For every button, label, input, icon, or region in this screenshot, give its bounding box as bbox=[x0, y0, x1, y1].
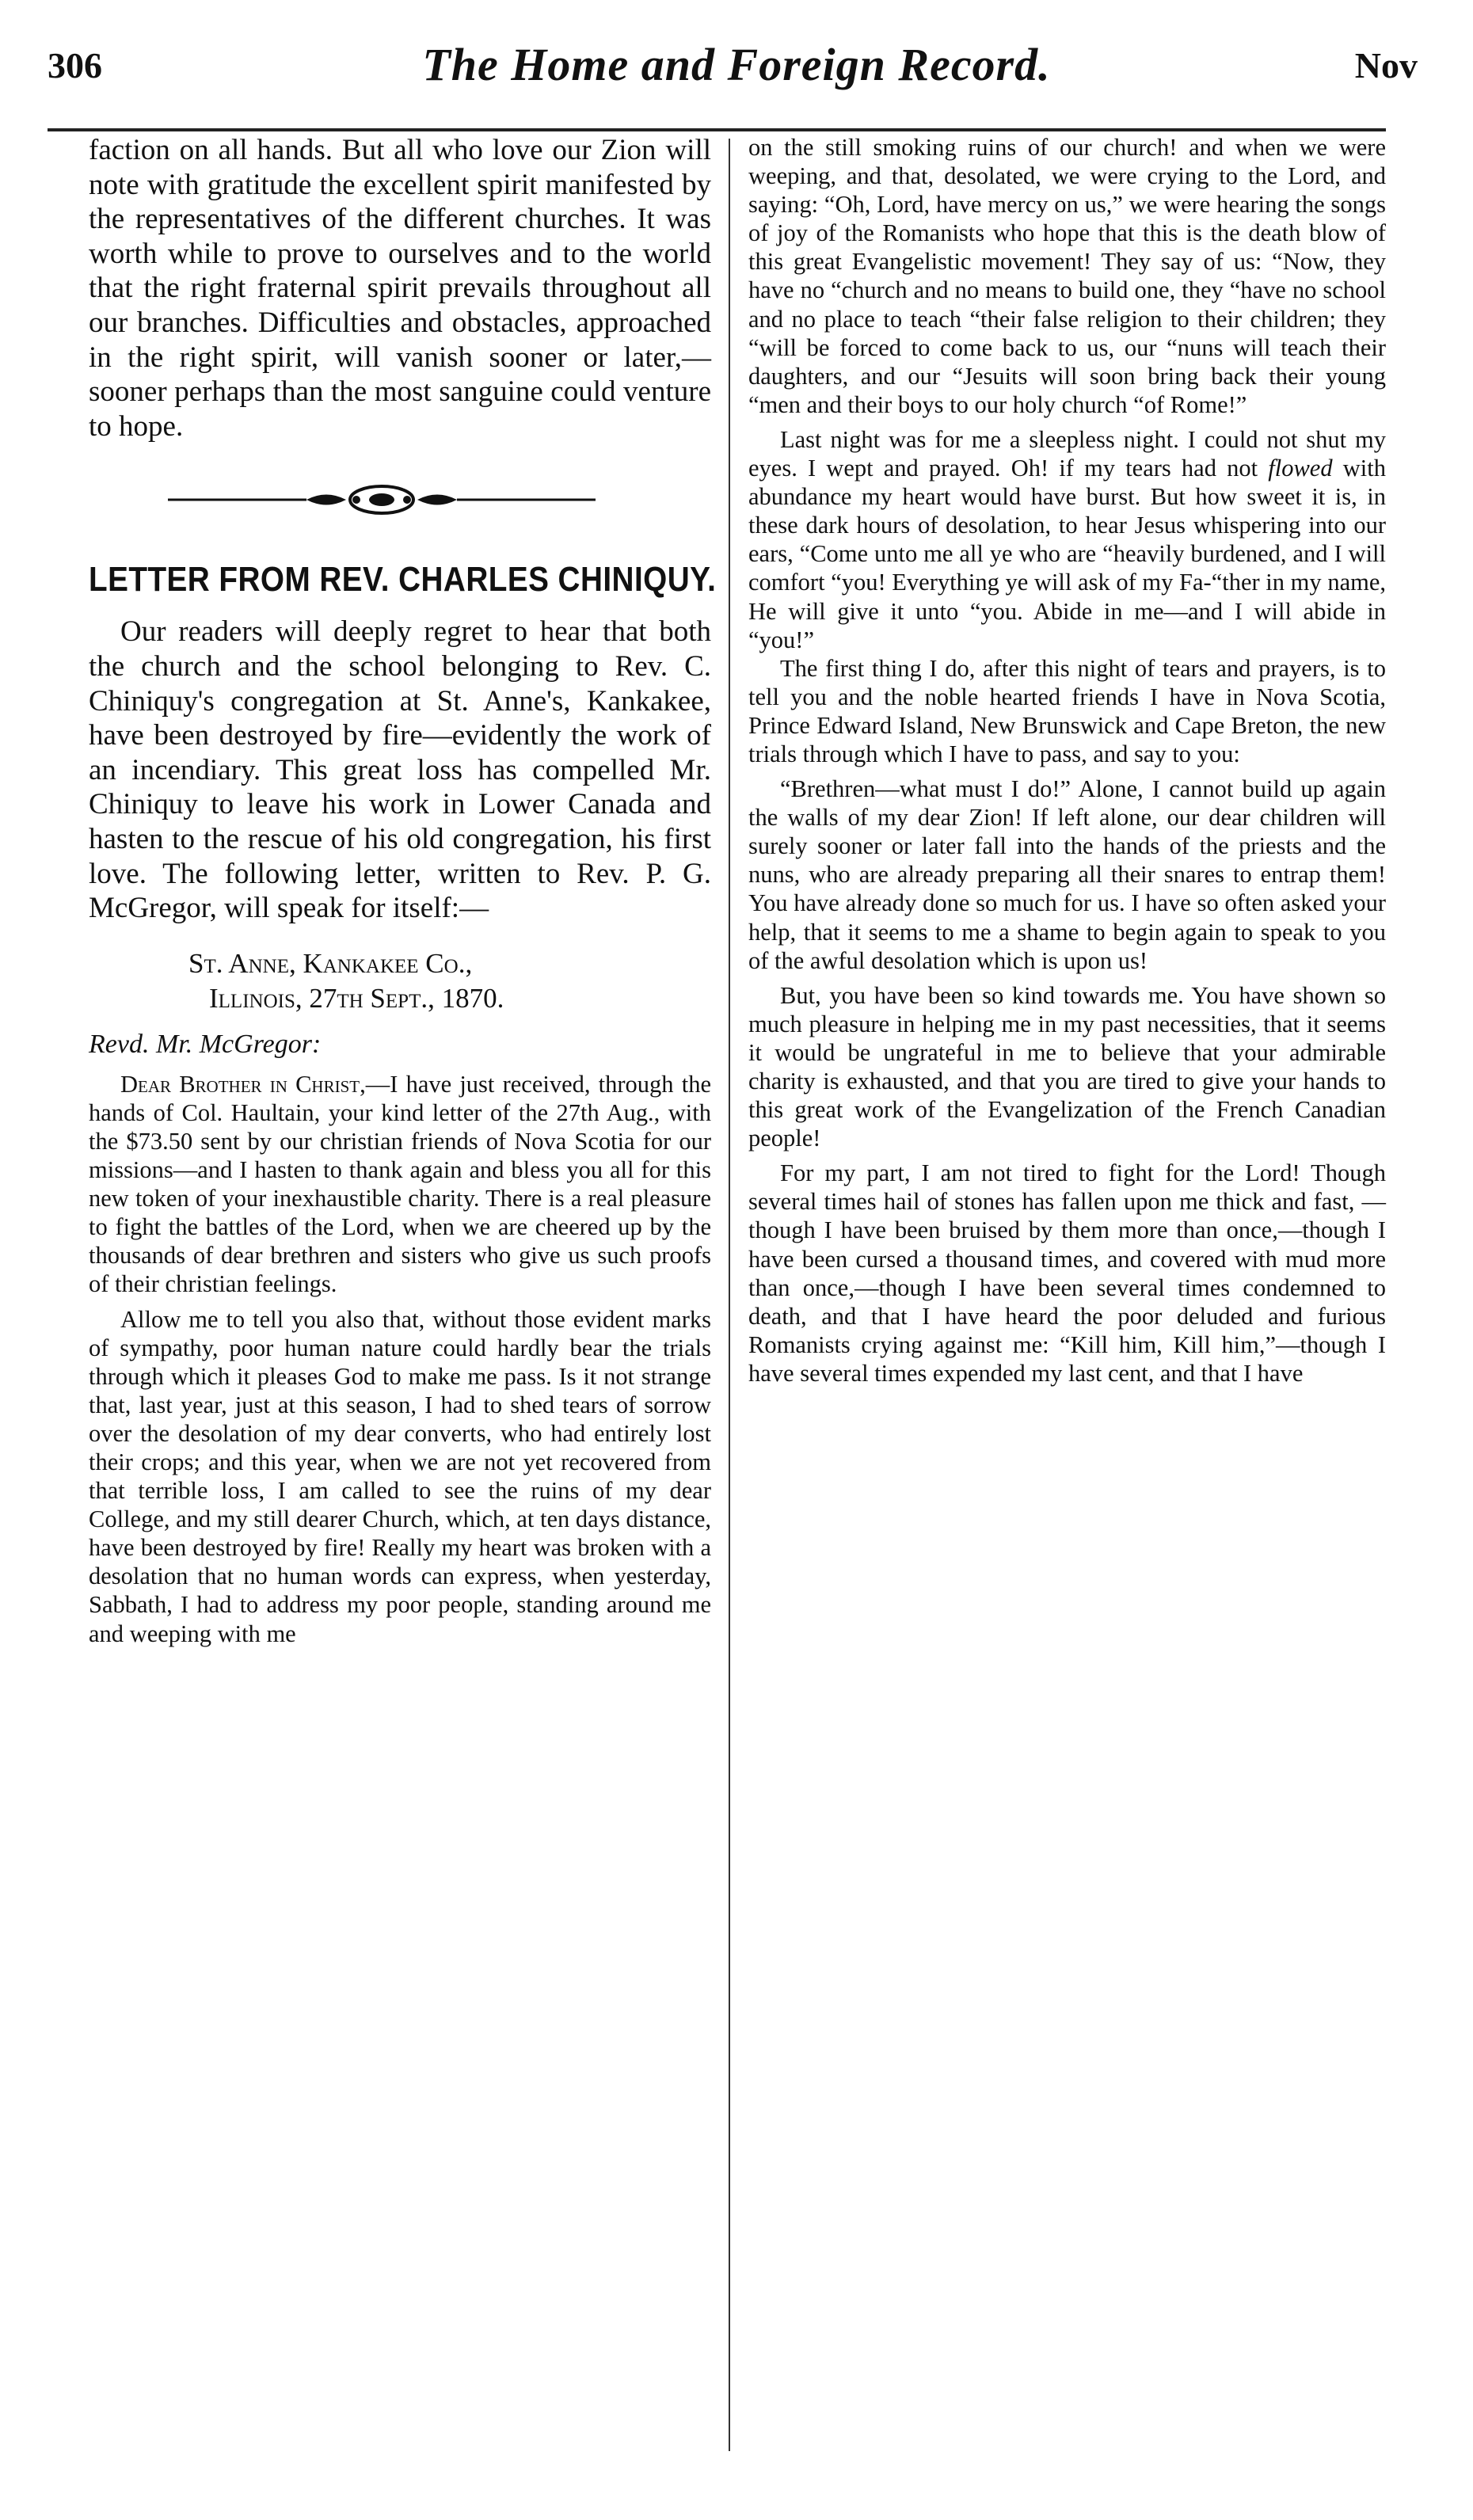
ornament-divider-icon bbox=[168, 478, 596, 521]
issue-month: Nov bbox=[1354, 45, 1418, 86]
section-ornament bbox=[89, 478, 711, 521]
letter-dateline bbox=[89, 946, 711, 1016]
header-rule bbox=[48, 128, 1386, 131]
letter-paragraph-text: —I have just received, through the hands of Col. Haultain, your kind letter of the 27th Aug., with the $73.50 sent by our christian friends of Nova Scotia for our missions—and I hasten to thank again and bless you all for this new token of your inexhaustible charity. There is a real pleasure to fight the battles of the Lord, when we are cheered up by the thousands of dear brethren and sisters who give us such proofs of their christian feelings. bbox=[89, 1070, 711, 1298]
letter-paragraph: But, you have been so kind towards me. You have shown so much pleasure in helping me in my past necessities, that it seems it would be ungrateful in me to believe that your admirable charity is exhausted, and that you are tired to give your hands to this great work of the Evangelization of the French Canadian people! bbox=[748, 981, 1386, 1152]
page-header bbox=[32, 32, 1441, 111]
letter-paragraph bbox=[748, 425, 1386, 654]
letter-paragraph-text: Last night was for me a sleepless night. I could not shut my eyes. I wept and prayed. Oh! if my tears had not bbox=[748, 425, 1386, 482]
dateline-date: Illinois, 27th Sept., 1870. bbox=[209, 982, 504, 1014]
letter-paragraph: The first thing I do, after this night of tears and prayers, is to tell you and the noble hearted friends I have in Nova Scotia, Prince Edward Island, New Brunswick and Cape Breton, the new trials through which I have to pass, and say to you: bbox=[748, 654, 1386, 767]
journal-title: The Home and Foreign Record. bbox=[422, 39, 1051, 90]
letter-paragraph: “Brethren—what must I do!” Alone, I cannot build up again the walls of my dear Zion! If left alone, our dear children will surely sooner or later fall into the hands of the priests and the nuns, who are already preparing all their snares to entrap them! You have already done so much for us. I have so often asked your help, that it seems to me a shame to begin again to speak to you of the awful desolation which is upon us! bbox=[748, 775, 1386, 974]
column-divider bbox=[729, 139, 730, 2451]
letter-paragraph: For my part, I am not tired to fight for the Lord! Though several times hail of stones has fallen upon me thick and fast, —though I have been bruised by them more than once,—though I have been cursed a thousand times, and covered with mud more than once,—though I have been several times condemned to death, and that I have heard the poor deluded and furious Romanists crying against me: “Kill him, Kill him,”—though I have several times expended my last cent, and that I have bbox=[748, 1159, 1386, 1387]
dateline-place: St. Anne, Kankakee Co., bbox=[188, 947, 473, 979]
letter-paragraph: Allow me to tell you also that, without those evident marks of sympathy, poor human nature could hardly bear the trials through which it pleases God to make me pass. Is it not strange that, last year, just at this season, I had to shed tears of sorrow over the desolation of my dear converts, who had entirely lost their crops; and this year, when we are not yet recovered from that terrible loss, I am called to see the ruins of my dear College, and my still dearer Church, which, at ten days distance, have been destroyed by fire! Really my heart was broken with a desolation that no human words can express, when yesterday, Sabbath, I had to address my poor people, standing around me and weeping with me bbox=[89, 1305, 712, 1647]
intro-paragraph: faction on all hands. But all who love our Zion will note with gratitude the excellent spirit manifested by the representatives of the different churches. It was worth while to prove to ourselves and to the world that the right fraternal spirit prevails throughout all our branches. Difficulties and obstacles, approached in the right spirit, will vanish sooner or later,—sooner perhaps than the most sanguine could venture to hope. bbox=[89, 134, 711, 443]
right-column bbox=[748, 133, 1386, 1388]
letter-opening: Dear Brother in Christ, bbox=[120, 1070, 366, 1098]
left-column bbox=[89, 133, 717, 1648]
page-number: 306 bbox=[48, 45, 102, 86]
article-title: LETTER FROM REV. CHARLES CHINIQUY. bbox=[89, 560, 717, 600]
letter-salutation: Revd. Mr. McGregor: bbox=[89, 1029, 322, 1059]
article-lead: Our readers will deeply regret to hear that both the church and the school belonging to Rev. C. Chiniquy's congregation at St. Anne's, Kankakee, have been destroyed by fire—evidently the work of an incendiary. This great loss has compelled Mr. Chiniquy to leave his work in Lower Canada and hasten to the rescue of his old congregation, his first love. The following letter, written to Rev. P. G. McGregor, will speak for itself:— bbox=[89, 615, 711, 925]
letter-paragraph bbox=[89, 1070, 711, 1299]
letter-paragraph-text: with abundance my heart would have burst. But how sweet it is, in these dark hours of desolation, to hear Jesus whispering into our ears, “Come unto me all ye who are “heavily burdened, and I will comfort “you! Everything ye will ask of my Fa-“ther in my name, He will give it unto “you. Abide in me—and I will abide in “you!” bbox=[748, 455, 1386, 653]
letter-paragraph: on the still smoking ruins of our church! and when we were weeping, and that, desolated, we were crying to the Lord, and saying: “Oh, Lord, have mercy on us,” we were hearing the songs of joy of the Romanists who hope that this is the death blow of this great Evangelistic movement! They say of us: “Now, they have no “church and no means to build one, they “have no school and no place to teach “their false religion to their children; they “will be forced to come back to us, our “nuns will teach their daughters, and our “Jesuits will soon bring back their young “men and their boys to our holy church “of Rome!” bbox=[748, 134, 1386, 418]
emphasized-word: flowed bbox=[1268, 455, 1333, 482]
